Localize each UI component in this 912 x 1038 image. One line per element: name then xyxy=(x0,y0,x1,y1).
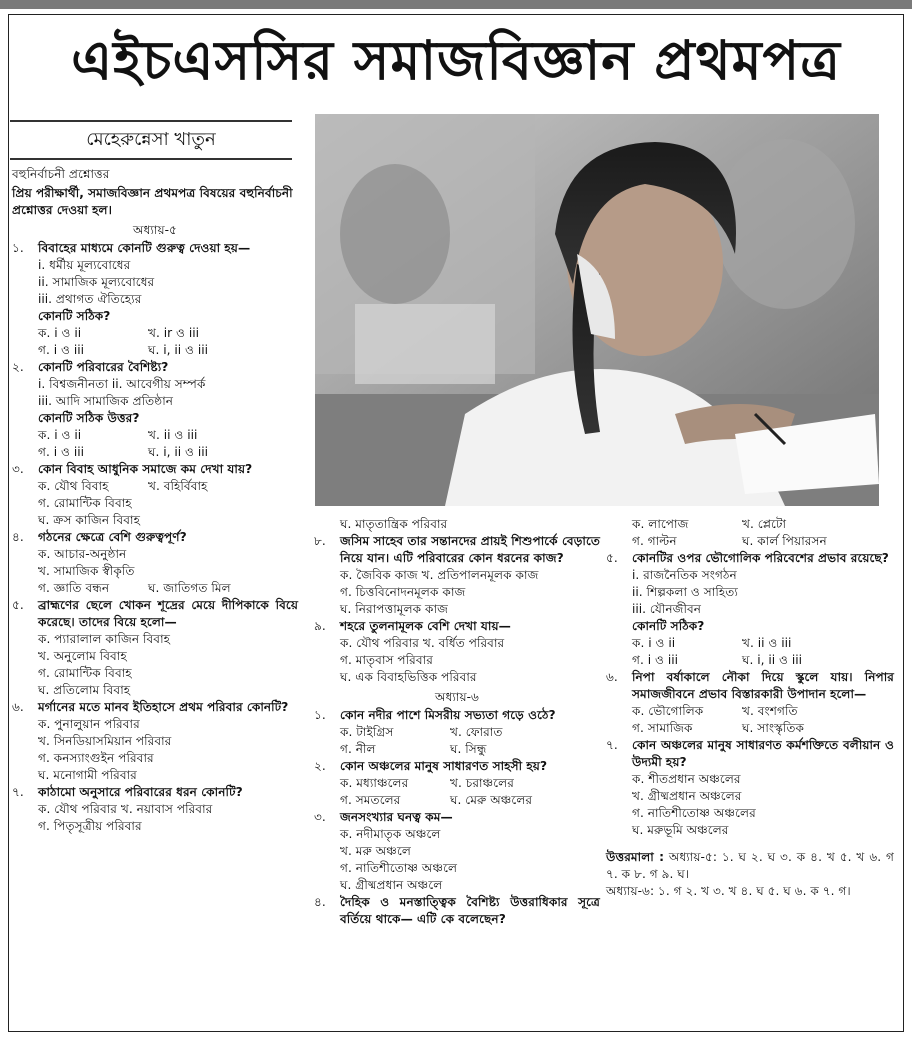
option: ঘ. ক্রস কাজিন বিবাহ xyxy=(38,513,140,527)
option: খ. অনুলোম বিবাহ xyxy=(38,649,127,663)
option: খ. বহির্বিবাহ xyxy=(148,479,208,493)
option: ঘ. গ্রীষ্মপ্রধান অঞ্চলে xyxy=(340,878,443,892)
answer-key-label: উত্তরমালা : xyxy=(606,850,664,864)
option: ঘ. জাতিগত মিল xyxy=(148,581,231,595)
option: খ. ii ও iii xyxy=(148,428,198,442)
option: ঘ. কার্ল পিয়ারসন xyxy=(742,534,827,548)
question-number: ৩. xyxy=(314,810,326,824)
question-text: কোন বিবাহ আধুনিক সমাজে কম দেখা যায়? xyxy=(38,462,253,476)
option: ঘ. সাংস্কৃতিক xyxy=(742,721,805,735)
question-item xyxy=(606,737,894,839)
question-number: ২. xyxy=(12,360,24,374)
question-item xyxy=(314,707,600,758)
option: ঘ. প্রতিলোম বিবাহ xyxy=(38,683,131,697)
statement: iii. প্রথাগত ঐতিহ্যের xyxy=(38,292,142,306)
question-prompt: কোনটি সঠিক? xyxy=(632,619,705,633)
option: ক. যৌথ পরিবার খ. বর্ধিত পরিবার xyxy=(340,636,505,650)
question-item xyxy=(314,809,600,894)
statement: iii. আদি সামাজিক প্রতিষ্ঠান xyxy=(38,394,174,408)
option: খ. ir ও iii xyxy=(148,326,200,340)
question-item xyxy=(12,240,298,359)
question-number: ৭. xyxy=(12,785,24,799)
option: খ. সামাজিক স্বীকৃতি xyxy=(38,564,135,578)
option: ক. ভৌগোলিক xyxy=(632,704,704,718)
option: গ. কনস্যাংগুইন পরিবার xyxy=(38,751,154,765)
column-2 xyxy=(314,516,600,928)
section-label: বহুনির্বাচনী প্রশ্নোত্তর xyxy=(12,167,110,181)
question-number: ৪. xyxy=(12,530,24,544)
option: খ. সিনডিয়াসমিয়ান পরিবার xyxy=(38,734,172,748)
option: গ. জ্ঞাতি বন্ধন xyxy=(38,581,110,595)
option: ক. i ও ii xyxy=(632,636,676,650)
option: ক. আচার-অনুষ্ঠান xyxy=(38,547,127,561)
question-item xyxy=(606,669,894,737)
statement: i. বিশ্বজনীনতা ii. আবেগীয় সম্পর্ক xyxy=(38,377,206,391)
question-text: কোন অঞ্চলের মানুষ সাধারণত কর্মশক্তিতে বলীয়ান ও উদ্যমী হয়? xyxy=(632,738,894,769)
statement: ii. শিল্পকলা ও সাহিত্য xyxy=(632,585,738,599)
option: গ. চিত্তবিনোদনমূলক কাজ xyxy=(340,585,466,599)
question-number: ৮. xyxy=(314,534,326,548)
question-item xyxy=(12,359,298,461)
question-number: ৬. xyxy=(606,670,618,684)
option: ক. i ও ii xyxy=(38,326,82,340)
option: খ. গ্রীষ্মপ্রধান অঞ্চলের xyxy=(632,789,742,803)
option: খ. চরাঞ্চলের xyxy=(450,776,514,790)
option: ক. পুনালুয়ান পরিবার xyxy=(38,717,140,731)
option: গ. নাতিশীতোষ্ণ অঞ্চলে xyxy=(340,861,458,875)
option: ক. i ও ii xyxy=(38,428,82,442)
question-text: জসিম সাহেব তার সন্তানদের প্রায়ই শিশুপার্কে বেড়াতে নিয়ে যান। এটি পরিবারের কোন ধরনের কাজ? xyxy=(340,534,600,565)
question-number: ৭. xyxy=(606,738,618,752)
question-prompt: কোনটি সঠিক? xyxy=(38,309,111,323)
answer-key-chapter-5: অধ্যায়-৫: ১. ঘ ২. ঘ ৩. ক ৪. খ ৫. খ ৬. গ ৭. ক ৮. গ ৯. ঘ। xyxy=(606,850,895,881)
question-item xyxy=(12,784,298,835)
option: খ. প্লেটো xyxy=(742,517,787,531)
intro-text: প্রিয় পরীক্ষার্থী, সমাজবিজ্ঞান প্রথমপত্র বিষয়ের বহুনির্বাচনী প্রশ্নোত্তর দেওয়া হল। xyxy=(12,186,293,217)
option: ঘ. মাতৃতান্ত্রিক পরিবার xyxy=(340,517,448,531)
option: ঘ. i, ii ও iii xyxy=(742,653,803,667)
question-text: কোন নদীর পাশে মিসরীয় সভ্যতা গড়ে ওঠে? xyxy=(340,708,556,722)
question-number: ৪. xyxy=(314,895,326,909)
option: ক. শীতপ্রধান অঞ্চলের xyxy=(632,772,741,786)
option: গ. i ও iii xyxy=(632,653,678,667)
option: খ. ফোরাত xyxy=(450,725,503,739)
question-item xyxy=(606,550,894,669)
option: গ. সমতলের xyxy=(340,793,401,807)
option: গ. রোমান্টিক বিবাহ xyxy=(38,496,132,510)
option: ক. প্যারালাল কাজিন বিবাহ xyxy=(38,632,171,646)
option: ঘ. i, ii ও iii xyxy=(148,445,209,459)
statement: ii. সামাজিক মূল্যবোধের xyxy=(38,275,155,289)
question-text: কোনটি পরিবারের বৈশিষ্ট্য? xyxy=(38,360,169,374)
answer-key-chapter-6: অধ্যায়-৬: ১. গ ২. খ ৩. খ ৪. ঘ ৫. ঘ ৬. ক ৭. গ। xyxy=(606,884,851,898)
question-text: মর্গানের মতে মানব ইতিহাসে প্রথম পরিবার কোনটি? xyxy=(38,700,289,714)
question-text: কোন অঞ্চলের মানুষ সাধারণত সাহসী হয়? xyxy=(340,759,548,773)
option: গ. নাতিশীতোষ্ণ অঞ্চলের xyxy=(632,806,756,820)
option: ঘ. এক বিবাহভিত্তিক পরিবার xyxy=(340,670,477,684)
question-text: শহরে তুলনামূলক বেশি দেখা যায়— xyxy=(340,619,511,633)
option: ঘ. মরুভূমি অঞ্চলের xyxy=(632,823,729,837)
question-text: কাঠামো অনুসারে পরিবারের ধরন কোনটি? xyxy=(38,785,243,799)
headline: এইচএসসির সমাজবিজ্ঞান প্রথমপত্র xyxy=(71,28,841,92)
option: ক. টাইগ্রিস xyxy=(340,725,394,739)
question-item xyxy=(12,529,298,597)
option: ক. যৌথ পরিবার খ. নয়াবাস পরিবার xyxy=(38,802,213,816)
question-number: ৬. xyxy=(12,700,24,714)
question-item xyxy=(314,533,600,618)
question-text: দৈহিক ও মনস্তাত্ত্বিক বৈশিষ্ট্য উত্তরাধিকার সূত্রে বর্তিয়ে থাকে— এটি কে বলেছেন? xyxy=(340,895,600,926)
question-text: জনসংখ্যার ঘনত্ব কম— xyxy=(340,810,453,824)
option: গ. সামাজিক xyxy=(632,721,693,735)
question-prompt: কোনটি সঠিক উত্তর? xyxy=(38,411,140,425)
question-number: ৫. xyxy=(606,551,618,565)
question-item xyxy=(314,894,600,928)
option: ক. মধ্যাঞ্চলের xyxy=(340,776,409,790)
question-number: ১. xyxy=(314,708,326,722)
option: খ. বংশগতি xyxy=(742,704,798,718)
option: ঘ. মেরু অঞ্চলের xyxy=(450,793,533,807)
option: ঘ. নিরাপত্তামূলক কাজ xyxy=(340,602,449,616)
column-3 xyxy=(606,516,894,900)
option: গ. মাতৃবাস পরিবার xyxy=(340,653,433,667)
question-item xyxy=(12,699,298,784)
question-number: ৫. xyxy=(12,598,24,612)
option: ক. যৌথ বিবাহ xyxy=(38,479,109,493)
option: ঘ. সিন্ধু xyxy=(450,742,487,756)
option: গ. নীল xyxy=(340,742,376,756)
byline: মেহেরুন্নেসা খাতুন xyxy=(10,120,292,160)
question-text: ব্রাহ্মণের ছেলে খোকন শূদ্রের মেয়ে দীপিকাকে বিয়ে করেছে। তাদের বিয়ে হলো— xyxy=(38,598,298,629)
column-1 xyxy=(12,166,298,835)
question-number: ৩. xyxy=(12,462,24,476)
question-text: নিপা বর্ষাকালে নৌকা দিয়ে স্কুলে যায়। নিপার সমাজজীবনে প্রভাব বিস্তারকারী উপাদান হলো— xyxy=(632,670,894,701)
question-item xyxy=(12,461,298,529)
option: ঘ. i, ii ও iii xyxy=(148,343,209,357)
chapter-5-title: অধ্যায়-৫ xyxy=(133,223,177,237)
question-text: কোনটির ওপর ভৌগোলিক পরিবেশের প্রভাব রয়েছে? xyxy=(632,551,889,565)
option: খ. মরু অঞ্চলে xyxy=(340,844,411,858)
option: গ. গাল্টন xyxy=(632,534,677,548)
option: গ. i ও iii xyxy=(38,343,84,357)
option: ক. লাপোজ xyxy=(632,517,689,531)
option: গ. রোমান্টিক বিবাহ xyxy=(38,666,132,680)
question-item xyxy=(314,618,600,686)
option: গ. i ও iii xyxy=(38,445,84,459)
photo-illustration xyxy=(315,114,879,506)
option: ক. জৈবিক কাজ খ. প্রতিপালনমূলক কাজ xyxy=(340,568,539,582)
statement: i. ধর্মীয় মূল্যবোধের xyxy=(38,258,131,272)
top-rule xyxy=(0,0,912,9)
answer-key xyxy=(606,849,894,900)
chapter-6-title: অধ্যায়-৬ xyxy=(435,690,479,704)
option: ঘ. মনোগামী পরিবার xyxy=(38,768,137,782)
statement: i. রাজনৈতিক সংগঠন xyxy=(632,568,737,582)
question-text: বিবাহের মাধ্যমে কোনটি গুরুত্ব দেওয়া হয়— xyxy=(38,241,251,255)
option: গ. পিতৃসূত্রীয় পরিবার xyxy=(38,819,142,833)
option: খ. ii ও iii xyxy=(742,636,792,650)
option: ক. নদীমাতৃক অঞ্চলে xyxy=(340,827,441,841)
question-number: ৯. xyxy=(314,619,326,633)
question-text: গঠনের ক্ষেত্রে বেশি গুরুত্বপূর্ণ? xyxy=(38,530,187,544)
question-number: ২. xyxy=(314,759,326,773)
question-item xyxy=(12,597,298,699)
question-number: ১. xyxy=(12,241,24,255)
question-item xyxy=(314,758,600,809)
statement: iii. যৌনজীবন xyxy=(632,602,702,616)
student-writing-photo xyxy=(315,114,879,506)
